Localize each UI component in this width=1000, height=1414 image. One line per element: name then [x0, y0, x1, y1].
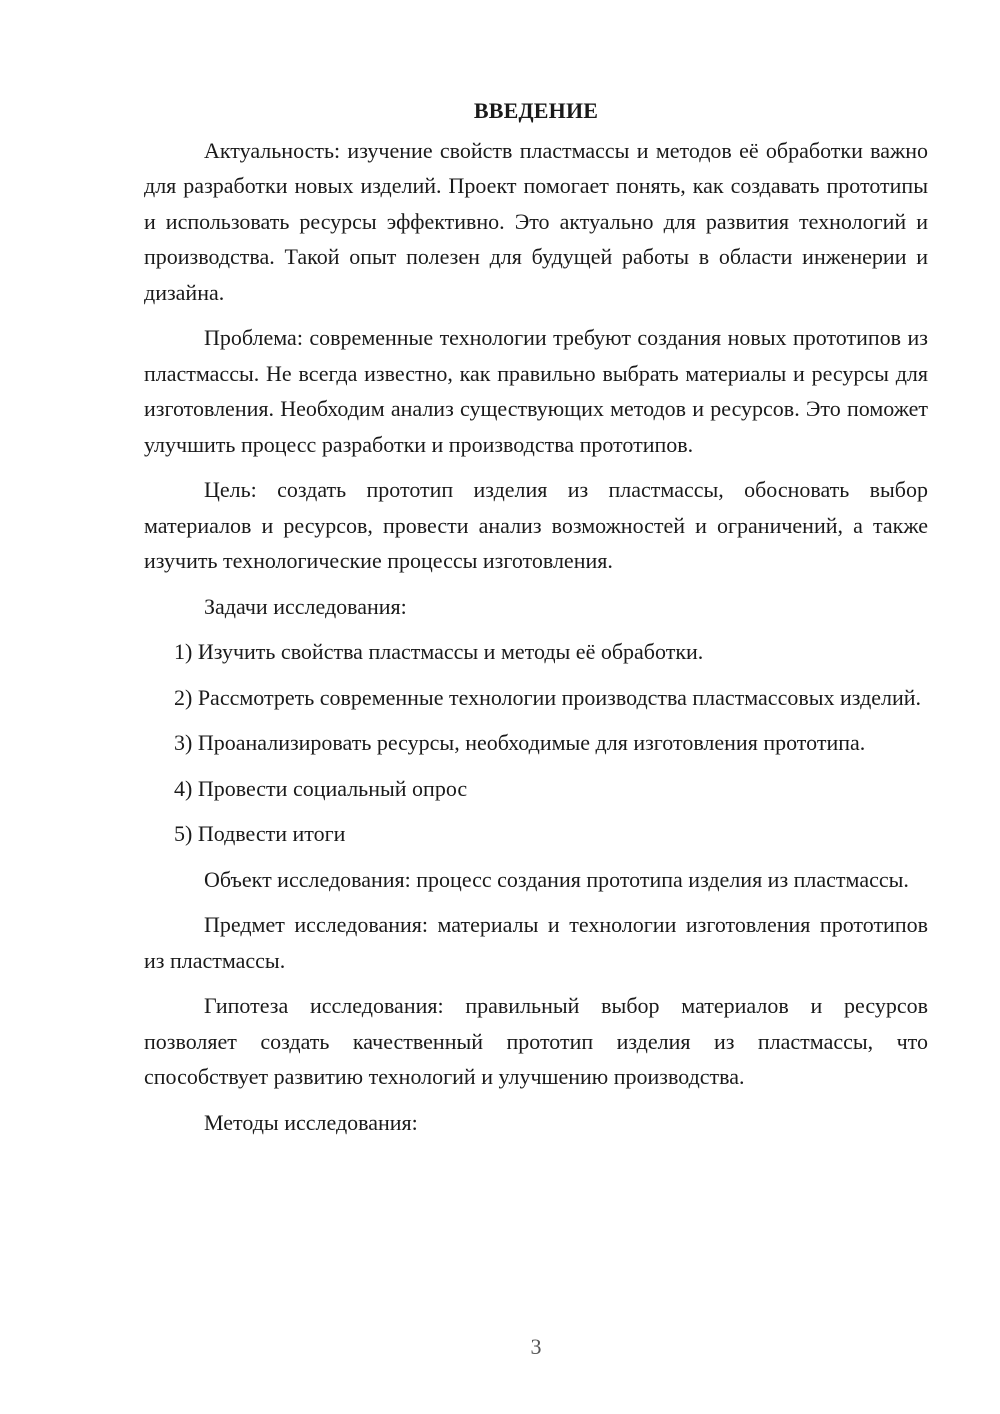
paragraph-subject: Предмет исследования: материалы и технологии изготовления прототипов из пластмассы. [144, 912, 928, 973]
task-item: 2) Рассмотреть современные технологии производства пластмассовых изделий. [174, 684, 922, 710]
methods-heading: Методы исследования: [204, 1109, 418, 1135]
paragraph-problem: Проблема: современные технологии требуют создания новых прототипов из пластмассы. Не всегда известно, как правильно выбрать материалы и ресурсы для изготовления. Необходим анализ существующих методов и ресурсов. Это поможет улучшить процесс разработки и производства прототипов. [144, 325, 928, 457]
paragraph-hypothesis: Гипотеза исследования: правильный выбор материалов и ресурсов позволяет создать качественный прототип изделия из пластмассы, что способствует развитию технологий и улучшению производства. [144, 993, 928, 1089]
document-body [144, 93, 928, 1150]
paragraph-relevance: Актуальность: изучение свойств пластмассы и методов её обработки важно для разработки новых изделий. Проект помогает понять, как создавать прототипы и использовать ресурсы эффективно. Это актуально для развития технологий и производства. Такой опыт полезен для будущей работы в области инженерии и дизайна. [144, 137, 928, 305]
page-number: 3 [530, 1334, 542, 1359]
task-item: 1) Изучить свойства пластмассы и методы её обработки. [174, 639, 704, 664]
task-item: 4) Провести социальный опрос [174, 775, 468, 801]
paragraph-object: Объект исследования: процесс создания прототипа изделия из пластмассы. [204, 866, 909, 892]
section-title: ВВЕДЕНИЕ [473, 98, 599, 123]
task-item: 5) Подвести итоги [174, 821, 346, 846]
tasks-heading: Задачи исследования: [204, 593, 407, 619]
task-item: 3) Проанализировать ресурсы, необходимые для изготовления прототипа. [174, 730, 866, 755]
paragraph-goal: Цель: создать прототип изделия из пластмассы, обосновать выбор материалов и ресурсов, провести анализ возможностей и ограничений, а также изучить технологические процессы изготовления. [144, 477, 928, 573]
